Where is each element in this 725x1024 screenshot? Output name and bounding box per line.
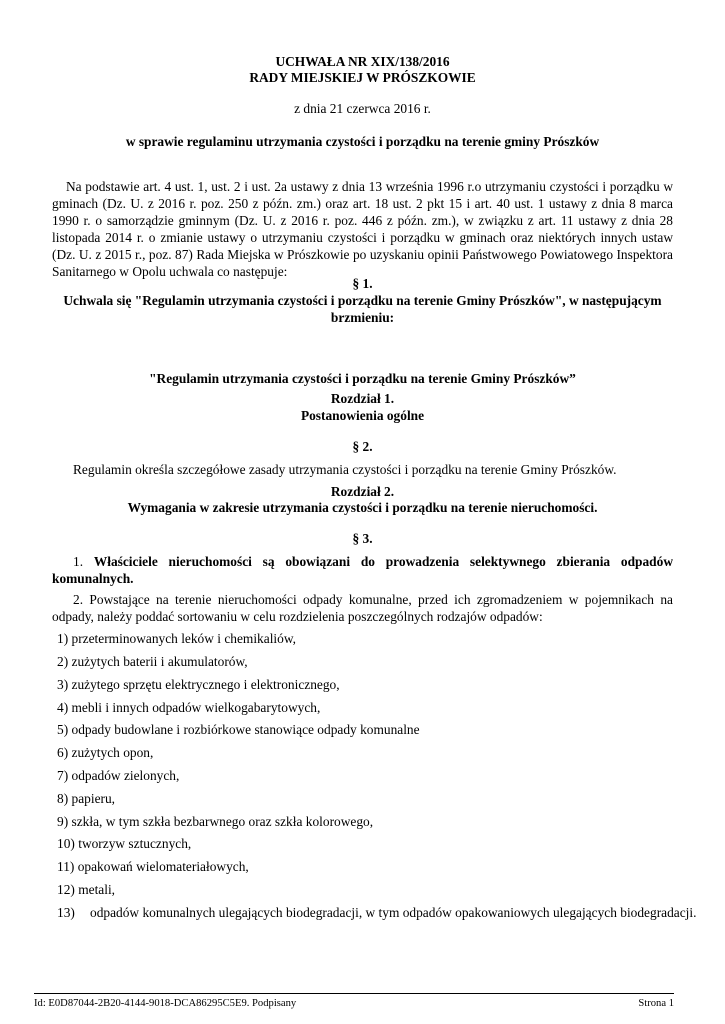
list-text: papieru, <box>71 791 116 806</box>
item-number: 2. <box>73 592 84 607</box>
resolution-title-line2: RADY MIEJSKIEJ W PRÓSZKOWIE <box>249 70 476 85</box>
resolution-date: z dnia 21 czerwca 2016 r. <box>294 101 431 116</box>
list-text: szkła, w tym szkła bezbarwnego oraz szkła kolorowego, <box>71 814 374 829</box>
list-number: 12) <box>57 882 75 897</box>
list-number: 11) <box>57 859 75 874</box>
paragraph-3-sign: § 3. <box>352 531 373 546</box>
preamble-paragraph: Na podstawie art. 4 ust. 1, ust. 2 i ust. 2a ustawy z dnia 13 września 1996 r.o utrzymaniu czystości i porządku w gminach (Dz. U. z 2016 r. poz. 250 z późn. zm.) oraz art. 18 ust. 2 pkt 15 i art. 40 ust. 1 ustawy z dnia 8 marca 1990 r. o samorządzie gminnym (Dz. U. z 2016 r. poz. 446 z późn. zm.), w związku z art. 11 ustawy z dnia 28 listopada 2014 r. o zmianie ustawy o utrzymaniu czystości i porządku w gminach oraz niektórych innych ustaw (Dz. U. z 2015 r., poz. 87) Rada Miejska w Prószkowie po uzyskaniu opinii Państwowego Powiatowego Inspektora Sanitarnego w Opolu uchwala co następuje: <box>52 179 673 279</box>
list-number: 5) <box>57 722 69 737</box>
list-item <box>57 653 673 670</box>
list-text: odpadów zielonych, <box>71 768 180 783</box>
list-text: zużytych baterii i akumulatorów, <box>71 654 248 669</box>
paragraph-3-item-1 <box>52 553 673 587</box>
list-number: 6) <box>57 745 69 760</box>
chapter-2-label: Rozdział 2. <box>330 484 395 499</box>
list-number: 8) <box>57 791 69 806</box>
list-item <box>57 767 673 784</box>
list-number: 4) <box>57 700 69 715</box>
list-text: opakowań wielomateriałowych, <box>77 859 249 874</box>
list-item <box>57 790 673 807</box>
list-number: 9) <box>57 814 69 829</box>
list-item <box>57 630 673 647</box>
list-number: 2) <box>57 654 69 669</box>
list-number: 1) <box>57 631 69 646</box>
list-item <box>57 835 673 852</box>
resolution-subject: w sprawie regulaminu utrzymania czystości i porządku na terenie gminy Prószków <box>125 134 600 149</box>
list-text: mebli i innych odpadów wielkogabarytowych, <box>71 700 321 715</box>
chapter-1-title: Postanowienia ogólne <box>300 408 425 423</box>
chapter-1-label: Rozdział 1. <box>330 391 395 406</box>
list-item <box>57 881 673 898</box>
list-text: zużytych opon, <box>71 745 154 760</box>
list-item <box>57 744 673 761</box>
list-text: odpadów komunalnych ulegających biodegradacji, w tym odpadów opakowaniowych ulegających biodegradacji. <box>90 905 697 920</box>
list-item <box>57 721 673 738</box>
paragraph-2-sign: § 2. <box>352 439 373 454</box>
footer-divider <box>34 993 674 994</box>
list-number: 13) <box>57 905 75 920</box>
page-number: Strona 1 <box>638 998 674 1009</box>
list-text: tworzyw sztucznych, <box>78 836 192 851</box>
item-text: Powstające na terenie nieruchomości odpady komunalne, przed ich zgromadzeniem w pojemnikach na odpady, należy poddać sortowaniu w celu rozdzielenia poszczególnych rodzajów odpadów: <box>52 592 673 624</box>
document-page <box>52 0 697 1024</box>
resolution-title-line1: UCHWAŁA NR XIX/138/2016 <box>275 54 450 69</box>
list-item <box>57 858 673 875</box>
paragraph-3-item-2 <box>52 591 673 625</box>
regulation-title: "Regulamin utrzymania czystości i porządku na terenie Gminy Prószków” <box>149 371 576 386</box>
paragraph-2-text: Regulamin określa szczegółowe zasady utrzymania czystości i porządku na terenie Gminy Prószków. <box>73 462 617 477</box>
paragraph-1-sign: § 1. <box>352 276 373 291</box>
list-text: zużytego sprzętu elektrycznego i elektronicznego, <box>71 677 340 692</box>
list-number: 3) <box>57 677 69 692</box>
list-item <box>57 904 706 921</box>
chapter-2-title: Wymagania w zakresie utrzymania czystości i porządku na terenie nieruchomości. <box>127 500 598 515</box>
list-text: przeterminowanych leków i chemikaliów, <box>71 631 296 646</box>
list-item <box>57 699 673 716</box>
item-text: Właściciele nieruchomości są obowiązani do prowadzenia selektywnego zbierania odpadów komunalnych. <box>52 554 673 586</box>
list-text: odpady budowlane i rozbiórkowe stanowiące odpady komunalne <box>71 722 420 737</box>
list-number: 7) <box>57 768 69 783</box>
paragraph-1-text: Uchwala się "Regulamin utrzymania czystości i porządku na terenie Gminy Prószków", w następującym brzmieniu: <box>63 293 662 325</box>
item-number: 1. <box>73 554 84 569</box>
list-item <box>57 676 673 693</box>
list-text: metali, <box>78 882 116 897</box>
list-number: 10) <box>57 836 75 851</box>
document-id: Id: E0D87044-2B20-4144-9018-DCA86295C5E9. Podpisany <box>34 998 297 1009</box>
list-item <box>57 813 673 830</box>
